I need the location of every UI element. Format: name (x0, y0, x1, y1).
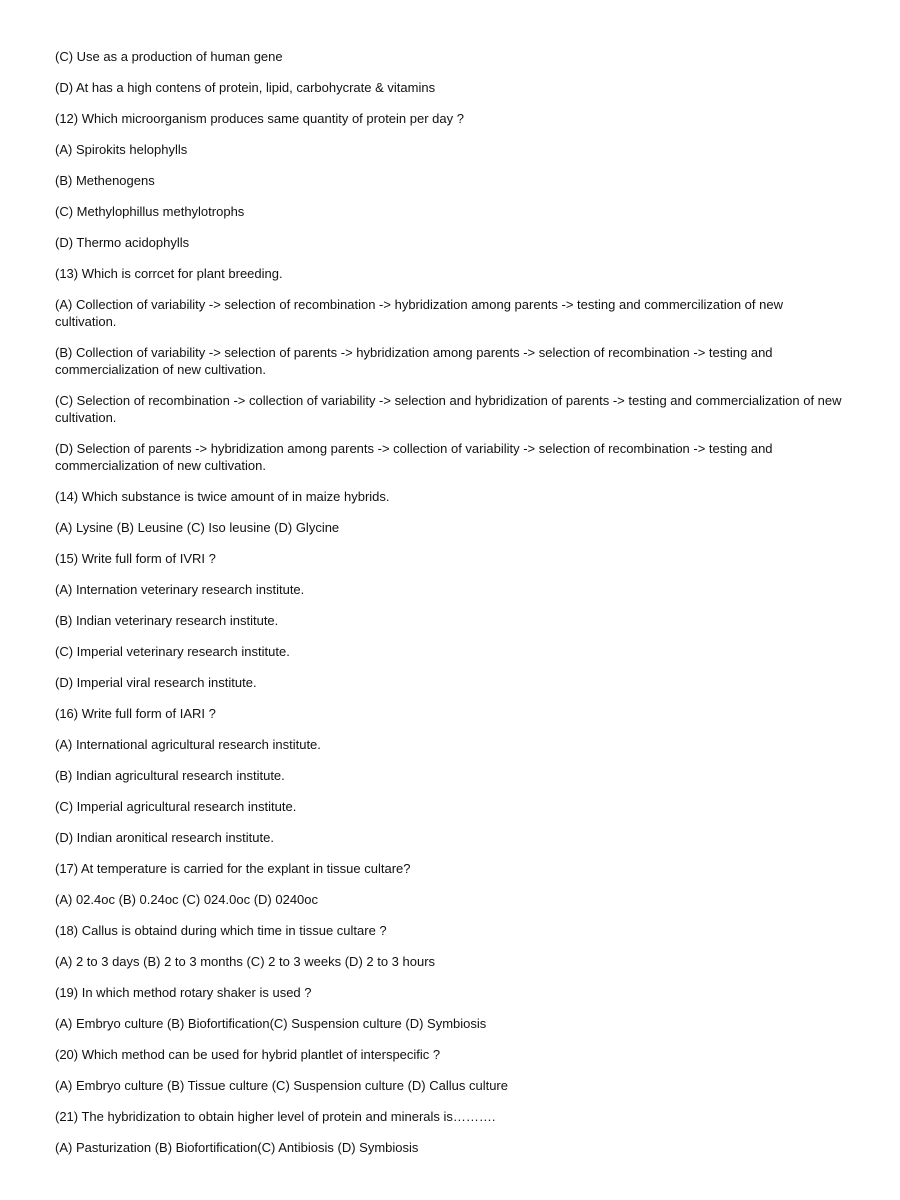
option-line: (D) At has a high contens of protein, lipid, carbohycrate & vitamins (55, 80, 436, 95)
option-line: (A) International agricultural research institute. (55, 737, 321, 752)
option-line: (C) Methylophillus methylotrophs (55, 204, 245, 219)
question-line: (14) Which substance is twice amount of in maize hybrids. (55, 489, 390, 504)
option-line: (A) Embryo culture (B) Biofortification(C) Suspension culture (D) Symbiosis (55, 1016, 487, 1031)
option-line: (B) Indian veterinary research institute. (55, 613, 279, 628)
question-line: (21) The hybridization to obtain higher level of protein and minerals is………. (55, 1109, 496, 1124)
option-line: (D) Selection of parents -> hybridization among parents -> collection of variability -> selection of recombination -> testing and commercialization of new cultivation. (55, 441, 773, 473)
option-line: (A) Pasturization (B) Biofortification(C) Antibiosis (D) Symbiosis (55, 1140, 419, 1155)
option-line: (D) Imperial viral research institute. (55, 675, 257, 690)
option-line: (C) Imperial agricultural research institute. (55, 799, 297, 814)
question-line: (17) At temperature is carried for the explant in tissue cultare? (55, 861, 411, 876)
option-line: (C) Use as a production of human gene (55, 49, 283, 64)
question-line: (16) Write full form of IARI ? (55, 706, 216, 721)
option-line: (A) Collection of variability -> selection of recombination -> hybridization among parents -> testing and commercilization of new cultivation. (55, 297, 783, 329)
document-page (55, 48, 845, 1170)
option-line: (A) Embryo culture (B) Tissue culture (C) Suspension culture (D) Callus culture (55, 1078, 508, 1093)
option-line: (B) Methenogens (55, 173, 155, 188)
question-line: (19) In which method rotary shaker is used ? (55, 985, 312, 1000)
question-line: (20) Which method can be used for hybrid plantlet of interspecific ? (55, 1047, 441, 1062)
option-line: (A) Internation veterinary research institute. (55, 582, 305, 597)
option-line: (D) Thermo acidophylls (55, 235, 190, 250)
question-line: (12) Which microorganism produces same quantity of protein per day ? (55, 111, 464, 126)
question-line: (15) Write full form of IVRI ? (55, 551, 216, 566)
option-line: (A) Lysine (B) Leusine (C) Iso leusine (D) Glycine (55, 520, 340, 535)
option-line: (B) Collection of variability -> selection of parents -> hybridization among parents -> selection of recombination -> testing and commercialization of new cultivation. (55, 345, 773, 377)
option-line: (A) 02.4oc (B) 0.24oc (C) 024.0oc (D) 0240oc (55, 892, 319, 907)
option-line: (A) 2 to 3 days (B) 2 to 3 months (C) 2 to 3 weeks (D) 2 to 3 hours (55, 954, 436, 969)
question-line: (18) Callus is obtaind during which time in tissue cultare ? (55, 923, 387, 938)
option-line: (C) Imperial veterinary research institute. (55, 644, 290, 659)
option-line: (D) Indian aronitical research institute. (55, 830, 274, 845)
option-line: (A) Spirokits helophylls (55, 142, 188, 157)
option-line: (C) Selection of recombination -> collection of variability -> selection and hybridization of parents -> testing and commercialization of new cultivation. (55, 393, 842, 425)
option-line: (B) Indian agricultural research institute. (55, 768, 285, 783)
question-line: (13) Which is corrcet for plant breeding. (55, 266, 283, 281)
